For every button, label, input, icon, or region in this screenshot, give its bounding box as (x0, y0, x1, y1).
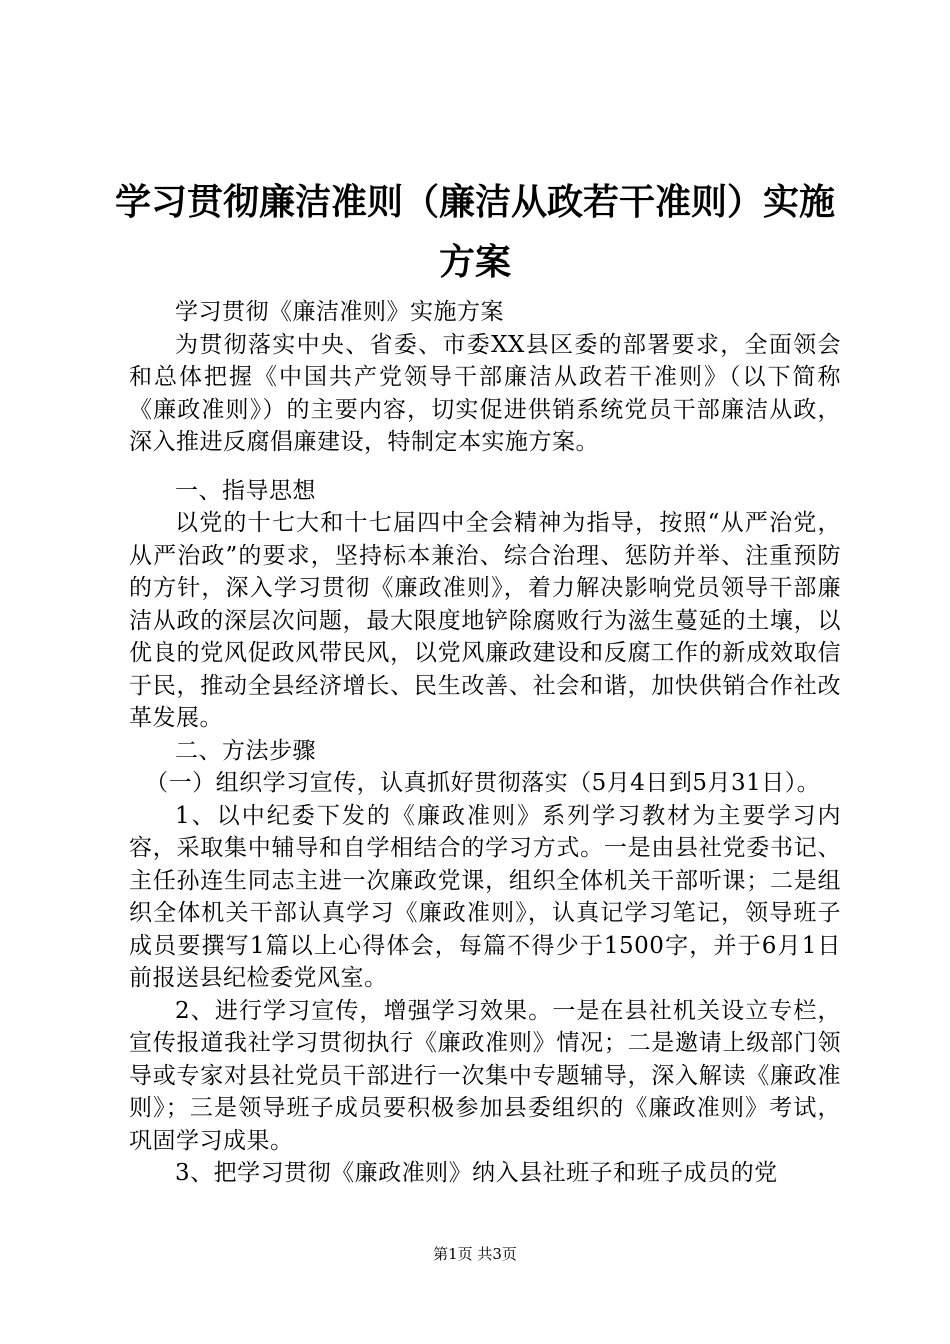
guiding-thought-paragraph: 以党的十七大和十七届四中全会精神为指导，按照“从严治党，从严治政”的要求，坚持标本兼治、综合治理、惩防并举、注重预防的方针，深入学习贯彻《廉政准则》，着力解决影响党员领导干部廉洁从政的深层次问题，最大限度地铲除腐败行为滋生蔓延的土壤，以优良的党风促政风带民风，以党风廉政建设和反腐工作的新成效取信于民，推动全县经济增长、民生改善、社会和谐，加快供销合作社改革发展。 (129, 510, 841, 731)
section-heading-1: 一、指导思想 (175, 477, 316, 504)
intro-paragraph: 为贯彻落实中央、省委、市委XX县区委的部署要求，全面领会和总体把握《中国共产党领导干部廉洁从政若干准则》（以下简称《廉政准则》）的主要内容，切实促进供销系统党员干部廉洁从政，深入推进反腐倡廉建设，特制定本实施方案。 (129, 331, 841, 455)
document-title-line1: 学习贯彻廉洁准则（廉洁从政若干准则）实施 (114, 181, 835, 223)
paragraph-gap (129, 459, 841, 475)
page-footer: 第1页 共3页 (433, 1245, 517, 1263)
item-2-paragraph: 2、进行学习宣传，增强学习效果。一是在县社机关设立专栏，宣传报道我社学习贯彻执行《廉政准则》情况；二是邀请上级部门领导或专家对县社党员干部进行一次集中专题辅导，深入解读《廉政准则》；三是领导班子成员要积极参加县委组织的《廉政准则》考试，巩固学习成果。 (129, 997, 841, 1154)
item-1-paragraph: 1、以中纪委下发的《廉政准则》系列学习教材为主要学习内容，采取集中辅导和自学相结合的学习方式。一是由县社党委书记、主任孙连生同志主进一次廉政党课，组织全体机关干部听课；二是组织全体机关干部认真学习《廉政准则》，认真记学习笔记，领导班子成员要撰写1篇以上心得体会，每篇不得少于1500字，并于6月1日前报送县纪检委党风室。 (129, 802, 841, 991)
subtitle-paragraph: 学习贯彻《廉洁准则》实施方案 (175, 299, 504, 325)
document-title-line2: 方案 (438, 241, 511, 283)
step-one-heading: （一）组织学习宣传，认真抓好贯彻落实（5月4日到5月31日）。 (145, 770, 821, 796)
document-body (129, 296, 841, 1190)
item-3-paragraph: 3、把学习贯彻《廉政准则》纳入县社班子和班子成员的党 (175, 1160, 778, 1186)
section-heading-2: 二、方法步骤 (175, 737, 316, 764)
